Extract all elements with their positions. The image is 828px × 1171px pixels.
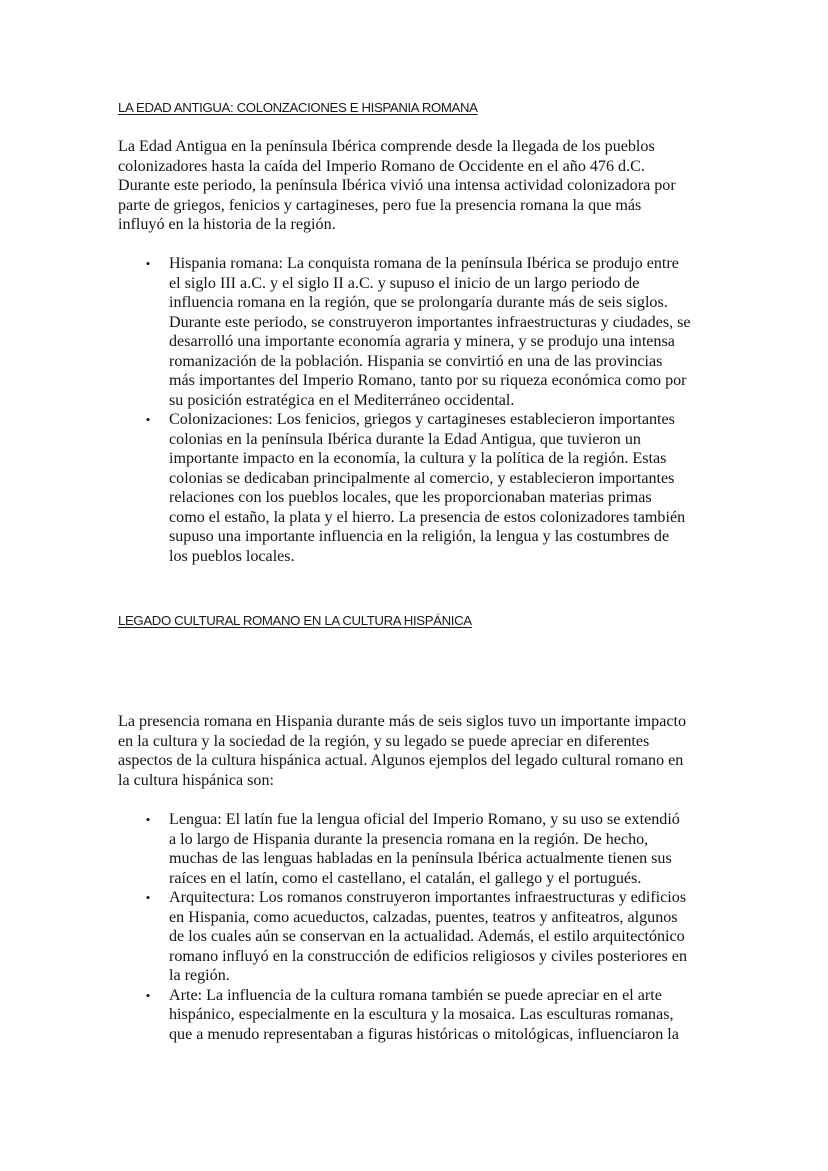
list-item-line: Colonizaciones: Los fenicios, griegos y cartagineses establecieron importantes [169, 411, 675, 428]
bullet-list-edad-antigua [118, 254, 691, 566]
bullet-icon: • [145, 890, 151, 905]
paragraph-line: la cultura hispánica son: [118, 771, 274, 789]
list-item-line: Lengua: El latín fue la lengua oficial del Imperio Romano, y su uso se extendió [169, 811, 680, 828]
list-item-line: importante impacto en la economía, la cultura y la política de la región. Estas [169, 450, 667, 467]
list-item-line: romanización de la población. Hispania se convirtió en una de las provincias [169, 352, 663, 370]
section-heading-legado-cultural: LEGADO CULTURAL ROMANO EN LA CULTURA HISPÁNICA [118, 613, 472, 628]
list-item-line: de los cuales aún se conservan en la actualidad. Además, el estilo arquitectónico [169, 928, 685, 945]
list-item-hispania-romana [118, 254, 691, 410]
list-item-line: Arte: La influencia de la cultura romana también se puede apreciar en el arte [169, 986, 662, 1004]
list-item-line: los pueblos locales. [169, 547, 295, 565]
list-item-line: Durante este periodo, se construyeron importantes infraestructuras y ciudades, se [169, 313, 691, 331]
list-item-line: hispánico, especialmente en la escultura y la mosaica. Las esculturas romanas, [169, 1006, 674, 1023]
bullet-list-legado-cultural [118, 810, 687, 1044]
list-item-line: en Hispania, como acueductos, calzadas, puentes, teatros y anfiteatros, algunos [169, 908, 678, 926]
list-item-line: raíces en el latín, como el castellano, el catalán, el gallego y el portugués. [169, 869, 642, 887]
list-item-line: relaciones con los pueblos locales, que les proporcionaban materias primas [169, 489, 652, 506]
list-item-line: como el estaño, la plata y el hierro. La presencia de estos colonizadores también [169, 508, 686, 526]
intro-paragraph-edad-antigua [118, 137, 676, 235]
list-item-line: que a menudo representaban a figuras históricas o mitológicas, influenciaron la [169, 1025, 679, 1043]
list-item-line: Hispania romana: La conquista romana de la península Ibérica se produjo entre [169, 255, 679, 272]
paragraph-line: Durante este periodo, la península Ibérica vivió una intensa actividad colonizadora por [118, 177, 676, 194]
list-item-line: Arquitectura: Los romanos construyeron importantes infraestructuras y edificios [169, 889, 687, 906]
paragraph-line: La presencia romana en Hispania durante más de seis siglos tuvo un importante impacto [118, 713, 687, 730]
paragraph-line: influyó en la historia de la región. [118, 216, 336, 233]
list-item-line: colonias en la península Ibérica durante la Edad Antigua, que tuvieron un [169, 430, 641, 448]
list-item-line: la región. [169, 967, 230, 984]
list-item-line: el siglo III a.C. y el siglo II a.C. y supuso el inicio de un largo periodo de [169, 274, 640, 292]
list-item-line: a lo largo de Hispania durante la presencia romana en la región. De hecho, [169, 830, 649, 848]
list-item-lengua [118, 810, 687, 888]
intro-paragraph-legado-cultural [118, 712, 686, 790]
bullet-icon: • [145, 412, 151, 427]
list-item-line: influencia romana en la región, que se prolongaría durante más de seis siglos. [169, 294, 668, 311]
paragraph-line: La Edad Antigua en la península Ibérica comprende desde la llegada de los pueblos [118, 138, 655, 155]
bullet-icon: • [145, 812, 151, 827]
list-item-line: colonias se dedicaban principalmente al comercio, y establecieron importantes [169, 469, 675, 487]
bullet-icon: • [145, 256, 151, 271]
list-item-line: romano influyó en la construcción de edificios religiosos y civiles posteriores en [169, 947, 687, 965]
list-item-line: muchas de las lenguas habladas en la península Ibérica actualmente tienen sus [169, 850, 672, 867]
paragraph-line: colonizadores hasta la caída del Imperio Romano de Occidente en el año 476 d.C. [118, 157, 645, 175]
list-item-line: supuso una importante influencia en la religión, la lengua y las costumbres de [169, 528, 670, 545]
paragraph-line: aspectos de la cultura hispánica actual. Algunos ejemplos del legado cultural romano en [118, 752, 684, 769]
list-item-arquitectura [118, 888, 687, 986]
list-item-line: desarrolló una importante economía agraria y minera, y se produjo una intensa [169, 333, 675, 350]
paragraph-line: en la cultura y la sociedad de la región, y su legado se puede apreciar en diferentes [118, 732, 650, 750]
list-item-line: su posición estratégica en el Mediterráneo occidental. [169, 391, 515, 409]
list-item-arte [118, 986, 687, 1045]
paragraph-line: parte de griegos, fenicios y cartagineses, pero fue la presencia romana la que más [118, 196, 642, 214]
bullet-icon: • [145, 987, 151, 1003]
list-item-colonizaciones [118, 410, 691, 566]
section-heading-edad-antigua: LA EDAD ANTIGUA: COLONZACIONES E HISPANIA ROMANA [118, 100, 478, 115]
list-item-line: más importantes del Imperio Romano, tanto por su riqueza económica como por [169, 372, 687, 389]
